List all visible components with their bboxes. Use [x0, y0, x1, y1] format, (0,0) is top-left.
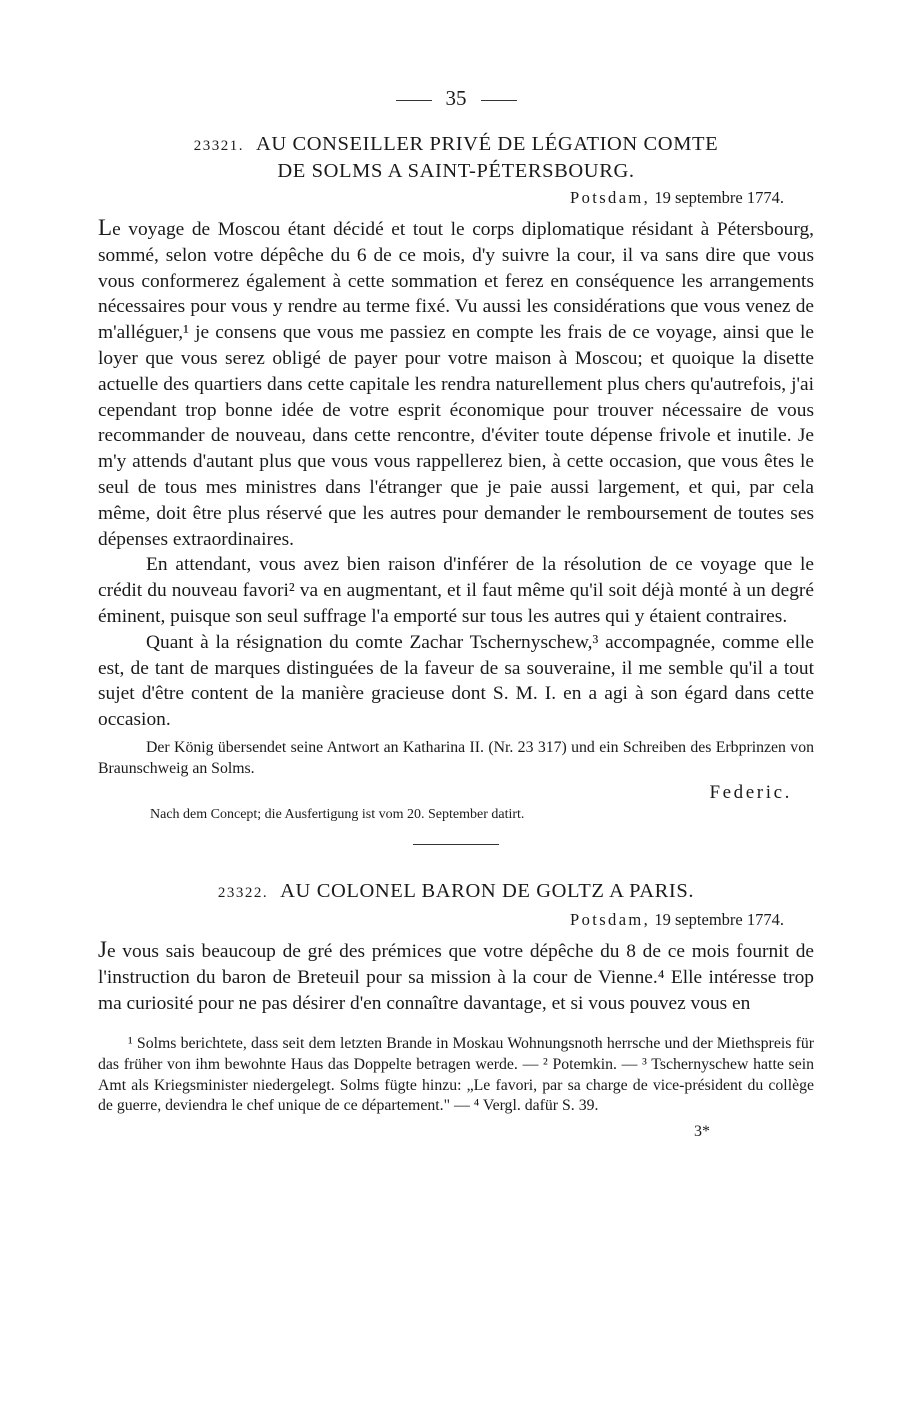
letter-1-number: 23321. [193, 138, 244, 154]
letter-2-initial: J [98, 936, 107, 962]
letter-1-initial: L [98, 215, 113, 240]
document-page [98, 80, 814, 1141]
letter-1-paragraph-1-text: e voyage de Moscou étant décidé et tout le corps diplomatique résidant à Pétersbourg, sommé, selon votre dépêche du 6 de ce mois, d'y suivre la cour, il va sans dire que vous vous conformerez également à cette sommation et ferez en conséquence les arrangements nécessaires pour vous y rendre au terme fixé. Vu aussi les considérations que vous venez de m'alléguer,¹ je consens que vous me passiez en compte les frais de ce voyage, ainsi que le loyer que vous serez obligé de payer pour votre maison à Moscou; et quoique la disette actuelle des quartiers dans cette capitale les rendra naturellement plus chers qu'autrefois, j'ai cependant trop bonne idée de votre esprit économique pour trouver nécessaire de vous recommander de nouveau, dans cette rencontre, d'éviter toute dépense frivole et inutile. Je m'y attends d'autant plus que vous vous rappellerez bien, à cette occasion, que vous êtes le seul de tous mes ministres dans l'étranger que je paie aussi largement, et qui, par cela même, doit être plus réservé que les autres pour demander le remboursement de toutes ses dépenses extraordinaires. [98, 219, 814, 550]
page-header [98, 80, 814, 116]
letter-1-paragraph-3: Quant à la résignation du comte Zachar Tschernyschew,³ accompagnée, comme elle est, de tant de marques distinguées de la faveur de sa souveraine, il me semble qu'il a tout sujet d'être content de la manière gracieuse dont S. M. I. en a agi à son égard dans cette occasion. [98, 631, 814, 731]
header-rule-right [481, 100, 517, 101]
letter-1-title [98, 132, 814, 184]
letter-2-paragraph-1 [98, 937, 814, 1016]
signature-mark: 3* [694, 1122, 710, 1140]
letter-1-body [98, 215, 814, 733]
letter-2-paragraph-1-text: e vous sais beaucoup de gré des prémices que votre dépêche du 8 de ce mois fournit de l'instruction du baron de Breteuil pour sa mission à la cour de Vienne.⁴ Elle intéresse trop ma curiosité pour ne pas désirer d'en connaître davantage, et si vous pouvez vous en [98, 940, 814, 1014]
letter-1-date: 19 septembre 1774. [654, 188, 784, 207]
letter-1-signature: Federic. [709, 781, 792, 803]
letter-1-title-line-1: AU CONSEILLER PRIVÉ DE LÉGATION COMTE [255, 133, 719, 155]
header-rule-left [396, 100, 432, 101]
footnotes [98, 1034, 814, 1116]
letter-1-date-place: Potsdam, [570, 188, 651, 207]
footnotes-text: ¹ Solms berichtete, dass seit dem letzten Brande in Moskau Wohnungsnoth herrsche und der Miethspreis für das früher von ihm bewohnte Haus das Doppelte betragen werde. — ² Potemkin. — ³ Tschernyschew hatte sein Amt als Kriegsminister niedergelegt. Solms fügte hinzu: „Le favori, par sa charge de vice-président du collège de guerre, deviendra le chef unique de ce département." — ⁴ Vergl. dafür S. 39. [98, 1035, 814, 1115]
page-number: 35 [445, 86, 467, 110]
letter-2-dateline [98, 909, 814, 931]
letter-1-editor-note: Der König übersendet seine Antwort an Katharina II. (Nr. 23 317) und ein Schreiben des Erbprinzen von Braunschweig an Solms. [98, 738, 814, 777]
letter-1-source-note: Nach dem Concept; die Ausfertigung ist vom 20. September datirt. [150, 806, 525, 822]
letter-separator [413, 844, 499, 845]
letter-1-title-line-2: DE SOLMS A SAINT-PÉTERSBOURG. [277, 160, 635, 182]
letter-1-dateline [98, 187, 814, 209]
letter-2-title [98, 879, 814, 906]
letter-1-paragraph-1 [98, 215, 814, 552]
letter-2-number: 23322. [217, 884, 269, 901]
letter-1-paragraph-2: En attendant, vous avez bien raison d'inférer de la résolution de ce voyage que le crédit du nouveau favori² va en augmentant, et il faut même qu'il soit déjà monté à un degré éminent, puisque son seul suffrage l'a emporté sur tous les autres qui y étaient contraires. [98, 554, 814, 627]
letter-2-body [98, 937, 814, 1016]
letter-2-date-place: Potsdam, [570, 909, 651, 929]
letter-2-title-text: AU COLONEL BARON DE GOLTZ A PARIS. [280, 879, 695, 902]
letter-2-date: 19 septembre 1774. [654, 909, 784, 929]
